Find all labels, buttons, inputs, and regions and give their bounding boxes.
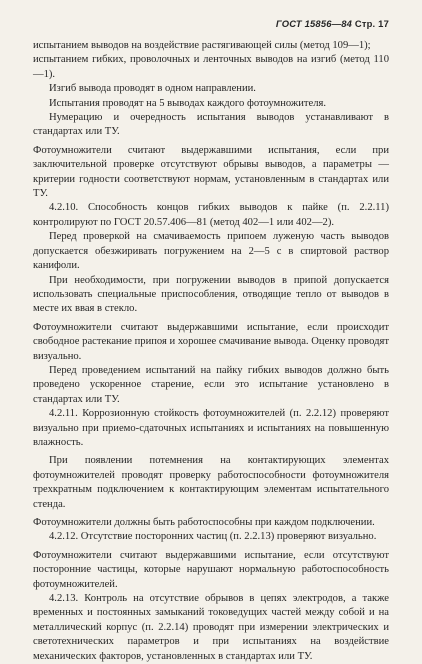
paragraph-17: 4.2.13. Контроль на отсутствие обрывов в цепях электродов, а также временных и постоянных замыканий токоведущих частей между собой и на металлический корпус (п. 2.2.14) проводят при измерении электрических и светотехнических параметров и при испытаниях на воздействие механических факторов, установленных в стандартах или ТУ. bbox=[33, 593, 389, 662]
standard-number: ГОСТ 15856—84 bbox=[275, 18, 353, 29]
paragraph-8: Перед проверкой на смачиваемость припоем луженую часть выводов допускается обезжиривать погружением на 2—5 с в спиртовой раствор канифоли. bbox=[33, 231, 389, 272]
paragraph-11: Перед проведением испытаний на пайку гибких выводов должно быть проведено ускоренное старение, если это испытание установлено в стандартах или ТУ. bbox=[33, 364, 389, 405]
paragraph-4: Испытания проводят на 5 выводах каждого фотоумножителя. bbox=[49, 97, 327, 109]
paragraph-13: При появлении потемнения на контактирующих элементах фотоумножителей проводят проверку работоспособности фотоумножителя трехкратным подключением к контактирующим элементам испытательного стенда. bbox=[33, 455, 389, 510]
paragraph-9: При необходимости, при погружении выводов в припой допускается использовать специальные приспособления, отводящие тепло от выводов в месте их ввая в стекло. bbox=[33, 274, 389, 315]
paragraph-15: 4.2.12. Отсутствие посторонних частиц (п. 2.2.13) проверяют визуально. bbox=[49, 531, 377, 543]
paragraph-12: 4.2.11. Коррозионную стойкость фотоумножителей (п. 2.2.12) проверяют визуально при приемо-сдаточных испытаниях и испытаниях на повышенную влажность. bbox=[33, 408, 389, 448]
paragraph-1: испытанием выводов на воздействие растягивающей силы (метод 109—1); bbox=[33, 40, 371, 51]
paragraph-5: Нумерацию и очередность испытания выводов устанавливают в стандартах или ТУ. bbox=[33, 112, 389, 138]
document-body bbox=[33, 39, 389, 664]
paragraph-16: Фотоумножители считают выдержавшими испытание, если отсутствуют посторонние частицы, которые нарушают нормальную работоспособность фотоумножителей. bbox=[33, 549, 389, 590]
paragraph-3: Изгиб вывода проводят в одном направлении. bbox=[49, 83, 256, 95]
page-header bbox=[33, 16, 389, 32]
paragraph-2: испытанием гибких, проволочных и ленточных выводов на изгиб (метод 110—1). bbox=[33, 54, 389, 80]
paragraph-6: Фотоумножители считают выдержавшими испытания, если при заключительной проверке отсутствуют обрывы выводов, а параметры — критерии годности соответствуют нормам, установленным в стандартах или ТУ. bbox=[33, 144, 389, 200]
paragraph-7: 4.2.10. Способность концов гибких выводов к пайке (п. 2.2.11) контролируют по ГОСТ 20.57.406—81 (метод 402—1 или 402—2). bbox=[33, 202, 389, 228]
page-number: Стр. 17 bbox=[354, 18, 389, 29]
paragraph-14: Фотоумножители должны быть работоспособны при каждом подключении. bbox=[33, 517, 375, 528]
paragraph-10: Фотоумножители считают выдержавшими испытание, если происходит свободное растекание припоя и хорошее смачивание вывода. Оценку проводят визуально. bbox=[33, 321, 389, 362]
